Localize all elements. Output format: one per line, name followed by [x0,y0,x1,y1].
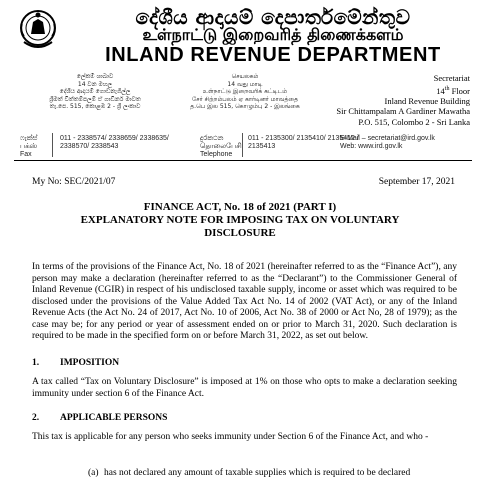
phone-labels: දුරකථන தொலைபேசி Telephone [200,135,242,158]
address-tamil: செயலகம் 14 வது மாடி உள்நாட்டு இறைவரிக் கட்டிடம் சேர் சிற்றம்பலம் ஏ கார்டினர் மாவத்தை த.பெ இல 515, கொழும்பு 2 - இலங்கை [190,73,300,110]
contact-divider [52,133,53,157]
web-line: Web: www.ird.gov.lk [340,143,403,150]
letterhead-rule [14,160,472,161]
heading-line-1: FINANCE ACT, No. 18 of 2021 (PART I) [143,201,337,213]
department-title-tamil: உள்நாட்டு இறைவரித் திணைக்களம் [142,25,404,44]
section-1-text: A tax called “Tax on Voluntary Disclosure” is imposed at 1% on those who opts to make a declaration seeking immunity under section 6 of the Finance Act. [32,377,457,399]
address-sinhala: ලේකම් ශාඛාව 14 වන මහල දේශීය ආදායම් ගොඩනැගිල්ල ශ්‍රීමත් චිත්තම්පලම් ඒ ගාඩිනර් මාවත තැ.පෙ. 515, කොළඹ 2 - ශ්‍රී ලංකාව [49,73,141,110]
contact-web [340,135,470,151]
address-english: Secretariat 14th Floor Inland Revenue Building Sir Chittampalam A Gardiner Mawatha P.O. 515, Colombo 2 - Sri Lanka [336,73,470,127]
heading-line-2: EXPLANATORY NOTE FOR IMPOSING TAX ON VOLUNTARY [80,214,400,226]
department-title-english: INLAND REVENUE DEPARTMENT [105,44,441,66]
intro-paragraph: In terms of the provisions of the Finance Act, No. 18 of 2021 (hereinafter referred to as the “Finance Act”), any person may make a declaration (hereinafter referred to as the “Declarant”) to the Commissioner General of Inland Revenue (CGIR) in respect of his undisclosed taxable supply, income or asset which was required to be disclosed under the provisions of the Value Added Tax Act No. 14 of 2002 (VAT Act), or any of the Inland Revenue Acts (the Act No. 24 of 2017, Act No. 10 of 2006, Act No. 38 of 2000 or Act No, 28 of 1979); as the case may be; for any period or year of assessment ended on or prior to March 31, 2020. Such declaration is required to be made in the specified form on or before March 31, 2022, as set out below. [32,262,457,341]
section-1-title: IMPOSITION [60,358,120,368]
fax-numbers: 011 - 2338574/ 2338659/ 2338635/ 2338570/ 2338543 [60,135,169,150]
section-2-title: APPLICABLE PERSONS [60,413,168,423]
reference-number: My No: SEC/2021/07 [32,177,116,187]
phone-numbers: 011 - 2135300/ 2135410/ 2135412 / 2135413 [248,135,359,150]
email-line: E-Mail – secretariat@ird.gov.lk [340,135,435,142]
section-2-item-a-text: has not declared any amount of taxable supplies which is required to be declared [104,468,411,478]
section-2-text: This tax is applicable for any person who seeks immunity under Section 6 of the Finance Act, and who - [32,432,429,442]
section-1-number: 1. [32,358,40,368]
section-2-number: 2. [32,413,40,423]
heading-line-3: DISCLOSURE [204,227,276,239]
letter-date: September 17, 2021 [378,177,455,187]
section-2-item-a-label: (a) [88,468,99,478]
fax-labels: ෆැක්ස් பக்ஸ் Fax [20,135,38,158]
sri-lanka-emblem-logo [18,6,58,54]
contact-divider [242,133,243,157]
department-title-sinhala: දේශීය ආදායම් දෙපාර්තමේන්තුව [135,5,411,29]
